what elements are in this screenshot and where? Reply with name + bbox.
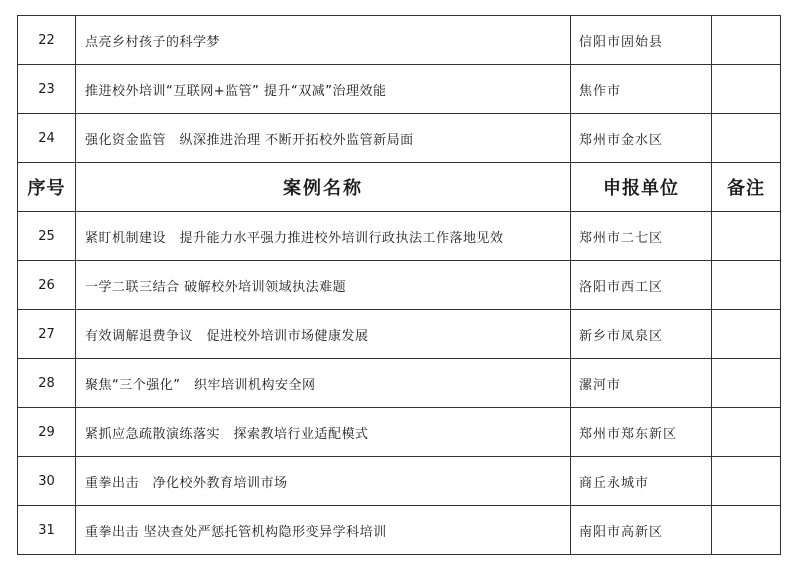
row-number: 24: [18, 114, 76, 163]
table-row: [18, 310, 781, 359]
reporting-unit: 焦作市: [571, 65, 712, 114]
reporting-unit: 郑州市二七区: [571, 212, 712, 261]
reporting-unit: 信阳市固始县: [571, 16, 712, 65]
case-name: 点亮乡村孩子的科学梦: [76, 16, 571, 65]
table-row: [18, 506, 781, 555]
remark: [712, 310, 781, 359]
header-remark: 备注: [712, 163, 781, 212]
row-number: 23: [18, 65, 76, 114]
case-name: 一学二联三结合 破解校外培训领域执法难题: [76, 261, 571, 310]
table-header-row: [18, 163, 781, 212]
case-list-table: [17, 15, 781, 555]
row-number: 31: [18, 506, 76, 555]
remark: [712, 16, 781, 65]
row-number: 30: [18, 457, 76, 506]
reporting-unit: 洛阳市西工区: [571, 261, 712, 310]
row-number: 25: [18, 212, 76, 261]
table-row: [18, 16, 781, 65]
table-row: [18, 359, 781, 408]
header-reporting-unit: 申报单位: [571, 163, 712, 212]
remark: [712, 65, 781, 114]
remark: [712, 359, 781, 408]
row-number: 26: [18, 261, 76, 310]
case-name: 推进校外培训“互联网+监管” 提升“双减”治理效能: [76, 65, 571, 114]
table-row: [18, 408, 781, 457]
remark: [712, 212, 781, 261]
remark: [712, 408, 781, 457]
row-number: 27: [18, 310, 76, 359]
case-name: 紧盯机制建设 提升能力水平强力推进校外培训行政执法工作落地见效: [76, 212, 571, 261]
remark: [712, 114, 781, 163]
reporting-unit: 南阳市高新区: [571, 506, 712, 555]
header-number: 序号: [18, 163, 76, 212]
table-row: [18, 457, 781, 506]
remark: [712, 506, 781, 555]
table-row: [18, 261, 781, 310]
row-number: 29: [18, 408, 76, 457]
reporting-unit: 漯河市: [571, 359, 712, 408]
table-row: [18, 65, 781, 114]
remark: [712, 457, 781, 506]
remark: [712, 261, 781, 310]
case-name: 重拳出击 坚决查处严惩托管机构隐形变异学科培训: [76, 506, 571, 555]
case-name: 紧抓应急疏散演练落实 探索教培行业适配模式: [76, 408, 571, 457]
reporting-unit: 郑州市郑东新区: [571, 408, 712, 457]
reporting-unit: 新乡市凤泉区: [571, 310, 712, 359]
case-name: 重拳出击 净化校外教育培训市场: [76, 457, 571, 506]
reporting-unit: 郑州市金水区: [571, 114, 712, 163]
row-number: 28: [18, 359, 76, 408]
header-case-name: 案例名称: [76, 163, 571, 212]
table-row: [18, 114, 781, 163]
case-name: 强化资金监管 纵深推进治理 不断开拓校外监管新局面: [76, 114, 571, 163]
reporting-unit: 商丘永城市: [571, 457, 712, 506]
case-name: 聚焦“三个强化” 织牢培训机构安全网: [76, 359, 571, 408]
case-name: 有效调解退费争议 促进校外培训市场健康发展: [76, 310, 571, 359]
table-row: [18, 212, 781, 261]
row-number: 22: [18, 16, 76, 65]
